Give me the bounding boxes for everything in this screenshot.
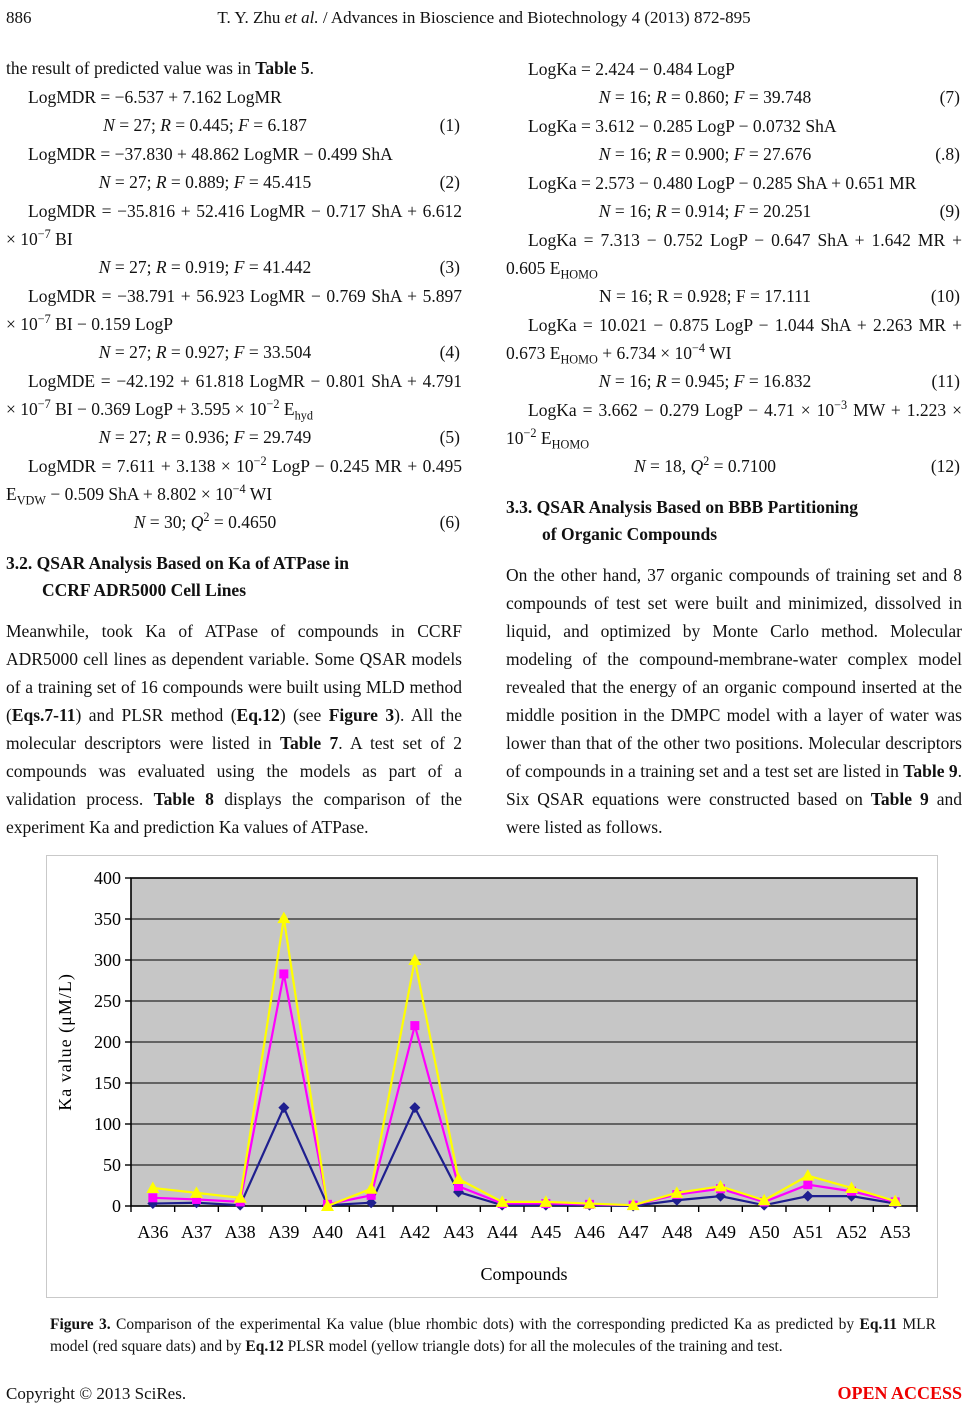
x-axis xyxy=(131,1206,917,1242)
svg-text:150: 150 xyxy=(94,1073,121,1093)
equation-7 xyxy=(506,55,962,111)
page-number: 886 xyxy=(6,8,32,27)
svg-text:200: 200 xyxy=(94,1032,121,1052)
figure-3 xyxy=(46,855,938,1358)
left-column xyxy=(6,54,462,841)
equation-stats-row xyxy=(6,253,462,281)
two-column-body xyxy=(6,54,962,841)
equation-stats-row xyxy=(506,282,962,310)
open-access-label: OPEN ACCESS xyxy=(837,1383,962,1403)
section-3-3-paragraph: On the other hand, 37 organic compounds of training set and 8 compounds of test set were built and minimized, dissolved in liquid, and optimized by Monte Carlo method. Molecular modeling of the compound-membrane-water complex model revealed that the energy of an organic compound inserted at the middle position in the DMPC model with a layer of water was lower than that of the other two positions. Molecular descriptors of compounds in a training set and a test set are listed in Table 9. Six QSAR equations were constructed based on Table 9 and were listed as follows. xyxy=(506,565,962,837)
svg-text:A44: A44 xyxy=(486,1222,518,1242)
equation-number: (1) xyxy=(439,115,460,135)
equation-formula: LogMDR = −35.816 + 52.416 LogMR − 0.717 ShA + $6.612 \times 10^{-7}$ BI xyxy=(6,201,462,249)
equation-formula: LogMDR = −38.791 + 56.923 LogMR − 0.769 ShA + $5.897 \times 10^{-7}$ BI − 0.159 LogP xyxy=(6,286,462,334)
equation-formula: LogKa = 3.612 − 0.285 LogP − 0.0732 ShA xyxy=(528,116,837,136)
equation-formula: LogKa = 3.662 − 0.279 LogP − $4.71 \times 10^{-3}$ MW + $1.223 \times 10^{-2}$ $E_{HOMO}$ xyxy=(506,398,962,452)
equation-stats: N = 27; R = 0.927; F = 33.504 xyxy=(98,342,312,362)
section-3-2-heading: 3.2. QSAR Analysis Based on Ka of ATPase in CCRF ADR5000 Cell Lines xyxy=(6,553,349,600)
equation-5 xyxy=(6,367,462,451)
equation-number: (6) xyxy=(439,512,460,532)
equation-stats-row xyxy=(6,338,462,366)
y-axis xyxy=(94,868,131,1216)
right-column xyxy=(506,54,962,841)
equation-formula: LogMDR = −6.537 + 7.162 LogMR xyxy=(28,87,282,107)
equation-number: (11) xyxy=(931,371,960,391)
intro-line: the result of predicted value was in Table 5. xyxy=(6,58,314,78)
equation-stats: N = 27; R = 0.936; F = 29.749 xyxy=(98,427,312,447)
equation-formula: LogMDE = −42.192 + 61.818 LogMR − 0.801 ShA + $4.791 \times 10^{-7}$ BI − 0.369 LogP + $3.595 \times 10^{-2}$ $E_{hyd}$ xyxy=(6,371,462,423)
equation-number: (3) xyxy=(439,257,460,277)
svg-text:A49: A49 xyxy=(705,1222,736,1242)
y-axis-title: Ka value (μM/L) xyxy=(55,973,75,1111)
equation-number: (4) xyxy=(439,342,460,362)
equation-stats-row xyxy=(6,508,462,536)
equation-stats-row xyxy=(506,140,962,168)
equation-10 xyxy=(506,226,962,310)
equation-stats: N = 30; $Q^2 = 0.4650$ xyxy=(133,510,277,532)
equation-12 xyxy=(506,396,962,480)
equation-9 xyxy=(506,169,962,225)
equation-stats-row xyxy=(6,168,462,196)
figure-3-caption: Figure 3. Comparison of the experimental Ka value (blue rhombic dots) with the corresponding predicted Ka as predicted by Eq.11 MLR model (red square dats) and by Eq.12 PLSR model (yellow triangle dots) for all the molecules of the training and test. xyxy=(50,1316,936,1355)
footer xyxy=(6,1383,962,1404)
equation-formula: LogMDR = −37.830 + 48.862 LogMR − 0.499 ShA xyxy=(28,144,393,164)
svg-text:A46: A46 xyxy=(574,1222,605,1242)
equation-formula: LogKa = 2.424 − 0.484 LogP xyxy=(528,59,735,79)
svg-text:A36: A36 xyxy=(137,1222,169,1242)
equation-stats: N = 16; R = 0.900; F = 27.676 xyxy=(598,144,812,164)
equation-11 xyxy=(506,311,962,395)
x-axis-title: Compounds xyxy=(480,1264,568,1284)
equation-formula: LogKa = 10.021 − 0.875 LogP − 1.044 ShA + 2.263 MR + 0.673 $E_{HOMO} + 6.734 \times 10^{-4}$ WI xyxy=(506,315,962,367)
copyright-text: Copyright © 2013 SciRes. xyxy=(6,1384,187,1403)
equation-stats: N = 27; R = 0.919; F = 41.442 xyxy=(98,257,312,277)
equation-formula: LogKa = 7.313 − 0.752 LogP − 0.647 ShA + 1.642 MR + 0.605 $E_{HOMO}$ xyxy=(506,230,962,282)
equation-stats-row xyxy=(506,452,962,480)
equation-stats: N = 16; R = 0.914; F = 20.251 xyxy=(598,201,812,221)
svg-text:A48: A48 xyxy=(661,1222,693,1242)
equation-2 xyxy=(6,140,462,196)
svg-text:A53: A53 xyxy=(879,1222,911,1242)
svg-text:A40: A40 xyxy=(312,1222,343,1242)
svg-text:A41: A41 xyxy=(355,1222,387,1242)
equation-stats-row xyxy=(506,367,962,395)
equation-stats: N = 18, $Q^2 = 0.7100$ xyxy=(633,454,777,476)
equation-4 xyxy=(6,282,462,366)
equation-number: (12) xyxy=(930,456,960,476)
equation-stats: N = 27; R = 0.445; F = 6.187 xyxy=(103,115,307,135)
svg-text:A37: A37 xyxy=(181,1222,212,1242)
section-3-2-paragraph: Meanwhile, took Ka of ATPase of compounds in CCRF ADR5000 cell lines as dependent variable. Some QSAR models of a training set of 16 compounds were built using MLD method (Eqs.7-11) and PLSR method (Eq.12) (see Figure 3). All the molecular descriptors were listed in Table 7. A test set of 2 compounds was evaluated using the models as part of a validation process. Table 8 displays the comparison of the experiment Ka and prediction Ka values of ATPase. xyxy=(6,621,463,837)
equation-stats: N = 16; R = 0.928; F = 17.111 xyxy=(598,286,812,306)
section-3-3-heading: 3.3. QSAR Analysis Based on BBB Partitioning of Organic Compounds xyxy=(506,497,859,544)
svg-text:0: 0 xyxy=(112,1196,121,1216)
svg-text:A39: A39 xyxy=(268,1222,300,1242)
equation-stats-row xyxy=(6,111,462,139)
equation-stats-row xyxy=(6,423,462,451)
ka-chart-svg xyxy=(51,862,931,1290)
svg-text:250: 250 xyxy=(94,991,121,1011)
svg-text:A47: A47 xyxy=(617,1222,649,1242)
svg-text:300: 300 xyxy=(94,950,121,970)
equation-number: (9) xyxy=(939,201,960,221)
header xyxy=(6,8,962,28)
ka-line-chart xyxy=(46,855,938,1298)
equation-stats-row xyxy=(506,197,962,225)
equation-stats: N = 27; R = 0.889; F = 45.415 xyxy=(98,172,312,192)
svg-text:400: 400 xyxy=(94,868,121,888)
equation-3 xyxy=(6,197,462,281)
svg-text:50: 50 xyxy=(103,1155,121,1175)
equation-stats: N = 16; R = 0.945; F = 16.832 xyxy=(598,371,812,391)
equation-formula: LogMDR = $7.611 + 3.138 \times 10^{-2}$ LogP − 0.245 MR + 0.495 $E_{VDW} - 0.509$ ShA + $8.802 \times 10^{-4}$ WI xyxy=(6,454,462,508)
equation-1 xyxy=(6,83,462,139)
equation-formula: LogKa = 2.573 − 0.480 LogP − 0.285 ShA + 0.651 MR xyxy=(528,173,917,193)
equation-number: (10) xyxy=(930,286,960,306)
svg-text:A50: A50 xyxy=(748,1222,780,1242)
svg-text:A45: A45 xyxy=(530,1222,562,1242)
svg-text:A51: A51 xyxy=(792,1222,824,1242)
equation-number: (2) xyxy=(439,172,460,192)
equation-6 xyxy=(6,452,462,536)
equation-stats: N = 16; R = 0.860; F = 39.748 xyxy=(598,87,812,107)
svg-text:A52: A52 xyxy=(836,1222,867,1242)
svg-text:350: 350 xyxy=(94,909,121,929)
equation-stats-row xyxy=(506,83,962,111)
equation-number: (7) xyxy=(939,87,960,107)
equation-number: (5) xyxy=(439,427,460,447)
svg-text:A43: A43 xyxy=(443,1222,474,1242)
running-title: T. Y. Zhu et al. / Advances in Bioscience and Biotechnology 4 (2013) 872-895 xyxy=(217,8,751,27)
equation-number: (.8) xyxy=(935,144,960,164)
svg-text:A42: A42 xyxy=(399,1222,431,1242)
svg-text:A38: A38 xyxy=(224,1222,256,1242)
svg-text:100: 100 xyxy=(94,1114,121,1134)
equation-8 xyxy=(506,112,962,168)
